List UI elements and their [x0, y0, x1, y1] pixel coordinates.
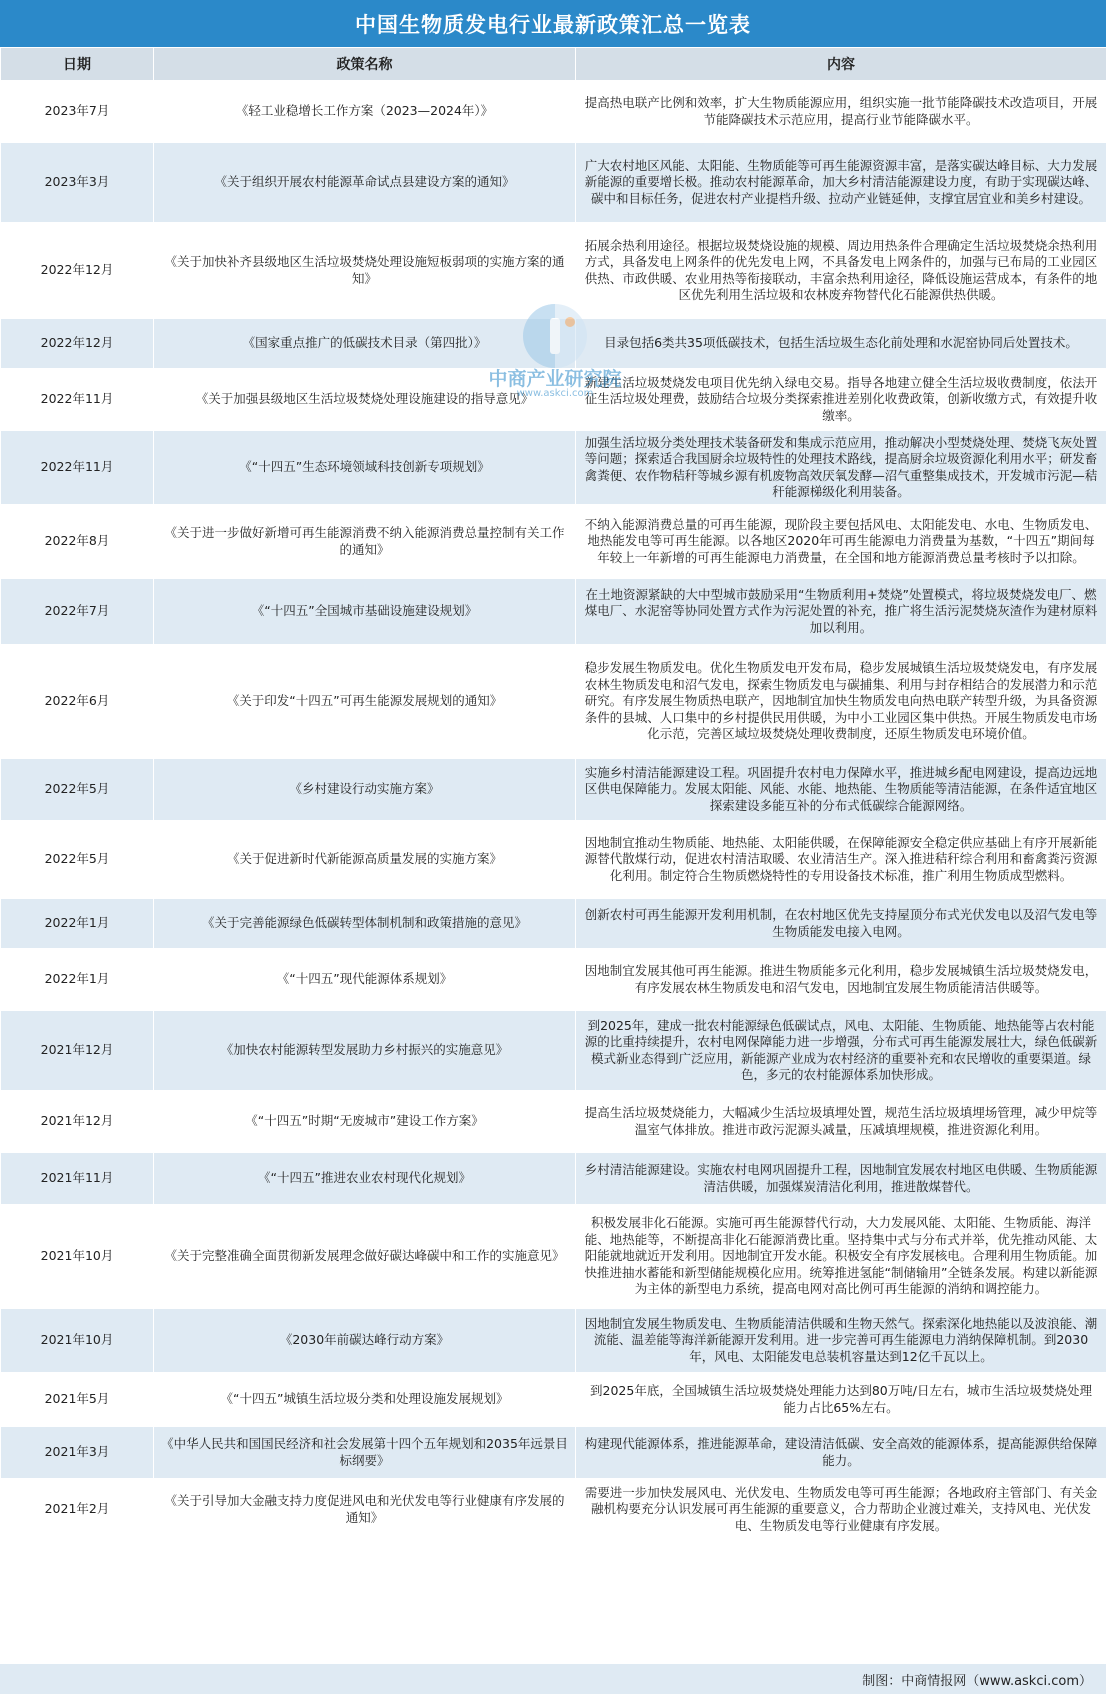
content-cell: 不纳入能源消费总量的可再生能源，现阶段主要包括风电、太阳能发电、水电、生物质发电、地热能发电等可再生能源。以各地区2020年可再生能源电力消费量为基数，“十四五”期间每年较上一年新增的可再生能源电力消费量，在全国和地方能源消费总量考核时予以扣除。: [576, 505, 1106, 579]
date-cell: 2021年5月: [1, 1373, 154, 1427]
date-cell: 2021年12月: [1, 1011, 154, 1091]
table-row: [1, 899, 1106, 949]
table-row: [1, 759, 1106, 821]
content-cell: 新建生活垃圾焚烧发电项目优先纳入绿电交易。指导各地建立健全生活垃圾收费制度，依法开征生活垃圾处理费，鼓励结合垃圾分类探索推进差别化收费政策，创新收缴方式，有效提升收缴率。: [576, 369, 1106, 431]
policy-name-cell: 《关于引导加大金融支持力度促进风电和光伏发电等行业健康有序发展的通知》: [154, 1479, 576, 1541]
content-cell: 拓展余热利用途径。根据垃圾焚烧设施的规模、周边用热条件合理确定生活垃圾焚烧余热利用方式，具备发电上网条件的优先发电上网，不具备发电上网条件的，加强与已布局的工业园区供热、市政供暖、农业用热等衔接联动，丰富余热利用途径，降低设施运营成本，有条件的地区优先利用生活垃圾和农林废弃物替代化石能源供热供暖。: [576, 223, 1106, 319]
policy-name-cell: 《关于进一步做好新增可再生能源消费不纳入能源消费总量控制有关工作的通知》: [154, 505, 576, 579]
column-header-date: 日期: [1, 48, 154, 81]
content-cell: 创新农村可再生能源开发利用机制，在农村地区优先支持屋顶分布式光伏发电以及沼气发电等生物质能发电接入电网。: [576, 899, 1106, 949]
content-cell: 因地制宜发展其他可再生能源。推进生物质能多元化利用，稳步发展城镇生活垃圾焚烧发电，有序发展农林生物质发电和沼气发电，因地制宜发展生物质能清洁供暖等。: [576, 949, 1106, 1011]
policy-name-cell: 《2030年前碳达峰行动方案》: [154, 1309, 576, 1373]
date-cell: 2021年10月: [1, 1309, 154, 1373]
date-cell: 2022年12月: [1, 319, 154, 369]
policy-name-cell: 《轻工业稳增长工作方案（2023—2024年）》: [154, 81, 576, 143]
policy-name-cell: 《关于加强县级地区生活垃圾焚烧处理设施建设的指导意见》: [154, 369, 576, 431]
policy-name-cell: 《国家重点推广的低碳技术目录（第四批）》: [154, 319, 576, 369]
table-row: [1, 1011, 1106, 1091]
date-cell: 2022年7月: [1, 579, 154, 645]
policy-name-cell: 《中华人民共和国国民经济和社会发展第十四个五年规划和2035年远景目标纲要》: [154, 1427, 576, 1479]
date-cell: 2021年3月: [1, 1427, 154, 1479]
date-cell: 2023年3月: [1, 143, 154, 223]
policy-name-cell: 《“十四五”推进农业农村现代化规划》: [154, 1153, 576, 1205]
policy-name-cell: 《关于加快补齐县级地区生活垃圾焚烧处理设施短板弱项的实施方案的通知》: [154, 223, 576, 319]
policy-name-cell: 《“十四五”城镇生活垃圾分类和处理设施发展规划》: [154, 1373, 576, 1427]
page-title: 中国生物质发电行业最新政策汇总一览表: [0, 0, 1106, 47]
content-cell: 提高热电联产比例和效率，扩大生物质能源应用，组织实施一批节能降碳技术改造项目，开展节能降碳技术示范应用，提高行业节能降碳水平。: [576, 81, 1106, 143]
date-cell: 2021年2月: [1, 1479, 154, 1541]
table-row: [1, 81, 1106, 143]
table-row: [1, 1479, 1106, 1541]
date-cell: 2022年6月: [1, 645, 154, 759]
table-row: [1, 1205, 1106, 1309]
table-row: [1, 1427, 1106, 1479]
table-row: [1, 1309, 1106, 1373]
table-row: [1, 645, 1106, 759]
policy-name-cell: 《“十四五”生态环境领域科技创新专项规划》: [154, 431, 576, 505]
table-row: [1, 1091, 1106, 1153]
column-header-policy-name: 政策名称: [154, 48, 576, 81]
watermark-url: www.askci.com: [516, 388, 594, 399]
policy-name-cell: 《“十四五”时期“无废城市”建设工作方案》: [154, 1091, 576, 1153]
policy-table: [0, 47, 1106, 1541]
table-row: [1, 223, 1106, 319]
date-cell: 2021年10月: [1, 1205, 154, 1309]
date-cell: 2022年5月: [1, 759, 154, 821]
table-body: [1, 81, 1106, 1541]
date-cell: 2022年11月: [1, 431, 154, 505]
table-row: [1, 431, 1106, 505]
table-row: [1, 1153, 1106, 1205]
table-row: [1, 949, 1106, 1011]
policy-name-cell: 《关于促进新时代新能源高质量发展的实施方案》: [154, 821, 576, 899]
date-cell: 2022年5月: [1, 821, 154, 899]
column-header-content: 内容: [576, 48, 1106, 81]
policy-name-cell: 《乡村建设行动实施方案》: [154, 759, 576, 821]
content-cell: 构建现代能源体系，推进能源革命，建设清洁低碳、安全高效的能源体系，提高能源供给保障能力。: [576, 1427, 1106, 1479]
content-cell: 在土地资源紧缺的大中型城市鼓励采用“生物质利用+焚烧”处置模式，将垃圾焚烧发电厂、燃煤电厂、水泥窑等协同处置方式作为污泥处置的补充，推广将生活污泥焚烧灰渣作为建材原料加以利用。: [576, 579, 1106, 645]
content-cell: 到2025年底，全国城镇生活垃圾焚烧处理能力达到80万吨/日左右，城市生活垃圾焚烧处理能力占比65%左右。: [576, 1373, 1106, 1427]
date-cell: 2022年1月: [1, 899, 154, 949]
date-cell: 2021年11月: [1, 1153, 154, 1205]
table-row: [1, 1373, 1106, 1427]
policy-name-cell: 《加快农村能源转型发展助力乡村振兴的实施意见》: [154, 1011, 576, 1091]
table-row: [1, 319, 1106, 369]
content-cell: 因地制宜推动生物质能、地热能、太阳能供暖，在保障能源安全稳定供应基础上有序开展新能源替代散煤行动，促进农村清洁取暖、农业清洁生产。深入推进秸秆综合利用和畜禽粪污资源化利用。制定符合生物质燃烧特性的专用设备技术标准，推广利用生物质成型燃料。: [576, 821, 1106, 899]
date-cell: 2022年12月: [1, 223, 154, 319]
table-header-row: [1, 48, 1106, 81]
table-row: [1, 369, 1106, 431]
date-cell: 2021年12月: [1, 1091, 154, 1153]
content-cell: 因地制宜发展生物质发电、生物质能清洁供暖和生物天然气。探索深化地热能以及波浪能、潮流能、温差能等海洋新能源开发利用。进一步完善可再生能源电力消纳保障机制。到2030年，风电、太阳能发电总装机容量达到12亿千瓦以上。: [576, 1309, 1106, 1373]
content-cell: 乡村清洁能源建设。实施农村电网巩固提升工程，因地制宜发展农村地区电供暖、生物质能源清洁供暖，加强煤炭清洁化利用，推进散煤替代。: [576, 1153, 1106, 1205]
content-cell: 积极发展非化石能源。实施可再生能源替代行动，大力发展风能、太阳能、生物质能、海洋能、地热能等，不断提高非化石能源消费比重。坚持集中式与分布式并举，优先推动风能、太阳能就地就近开发利用。因地制宜开发水能。积极安全有序发展核电。合理利用生物质能。加快推进抽水蓄能和新型储能规模化应用。统筹推进氢能“制储输用”全链条发展。构建以新能源为主体的新型电力系统，提高电网对高比例可再生能源的消纳和调控能力。: [576, 1205, 1106, 1309]
policy-name-cell: 《“十四五”现代能源体系规划》: [154, 949, 576, 1011]
policy-name-cell: 《关于完整准确全面贯彻新发展理念做好碳达峰碳中和工作的实施意见》: [154, 1205, 576, 1309]
policy-name-cell: 《“十四五”全国城市基础设施建设规划》: [154, 579, 576, 645]
content-cell: 目录包括6类共35项低碳技术，包括生活垃圾生态化前处理和水泥窑协同后处置技术。: [576, 319, 1106, 369]
content-cell: 提高生活垃圾焚烧能力，大幅减少生活垃圾填埋处置，规范生活垃圾填埋场管理，减少甲烷等温室气体排放。推进市政污泥源头减量，压减填埋规模，推进资源化利用。: [576, 1091, 1106, 1153]
policy-name-cell: 《关于组织开展农村能源革命试点县建设方案的通知》: [154, 143, 576, 223]
content-cell: 需要进一步加快发展风电、光伏发电、生物质发电等可再生能源；各地政府主管部门、有关金融机构要充分认识发展可再生能源的重要意义，合力帮助企业渡过难关，支持风电、光伏发电、生物质发电等行业健康有序发展。: [576, 1479, 1106, 1541]
watermark-name: 中商产业研究院: [488, 368, 622, 390]
policy-name-cell: 《关于印发“十四五”可再生能源发展规划的通知》: [154, 645, 576, 759]
table-row: [1, 579, 1106, 645]
content-cell: 实施乡村清洁能源建设工程。巩固提升农村电力保障水平，推进城乡配电网建设，提高边远地区供电保障能力。发展太阳能、风能、水能、地热能、生物质能等清洁能源，在条件适宜地区探索建设多能互补的分布式低碳综合能源网络。: [576, 759, 1106, 821]
content-cell: 稳步发展生物质发电。优化生物质发电开发布局，稳步发展城镇生活垃圾焚烧发电，有序发展农林生物质发电和沼气发电，探索生物质发电与碳捕集、利用与封存相结合的发展潜力和示范研究。有序发展生物质热电联产，因地制宜加快生物质发电向热电联产转型升级，为具备资源条件的县城、人口集中的乡村提供民用供暖，为中小工业园区集中供热。开展生物质发电市场化示范，完善区域垃圾焚烧处理收费制度，还原生物质发电环境价值。: [576, 645, 1106, 759]
date-cell: 2022年8月: [1, 505, 154, 579]
content-cell: 加强生活垃圾分类处理技术装备研发和集成示范应用，推动解决小型焚烧处理、焚烧飞灰处置等问题；探索适合我国厨余垃圾特性的处理技术路线，提高厨余垃圾资源化利用水平；研发畜禽粪便、农作物秸秆等城乡源有机废物高效厌氧发酵—沼气重整集成技术，开发城市污泥—秸秆能源梯级化利用装备。: [576, 431, 1106, 505]
content-cell: 广大农村地区风能、太阳能、生物质能等可再生能源资源丰富，是落实碳达峰目标、大力发展新能源的重要增长极。推动农村能源革命，加大乡村清洁能源建设力度，有助于实现碳达峰、碳中和目标任务，促进农村产业提档升级、拉动产业链延伸，支撑宜居宜业和美乡村建设。: [576, 143, 1106, 223]
date-cell: 2023年7月: [1, 81, 154, 143]
date-cell: 2022年1月: [1, 949, 154, 1011]
table-row: [1, 143, 1106, 223]
date-cell: 2022年11月: [1, 369, 154, 431]
table-row: [1, 505, 1106, 579]
source-footer: 制图：中商情报网（www.askci.com）: [0, 1664, 1106, 1694]
table-row: [1, 821, 1106, 899]
content-cell: 到2025年，建成一批农村能源绿色低碳试点，风电、太阳能、生物质能、地热能等占农村能源的比重持续提升，农村电网保障能力进一步增强，分布式可再生能源发展壮大，绿色低碳新模式新业态得到广泛应用，新能源产业成为农村经济的重要补充和农民增收的重要渠道。绿色，多元的农村能源体系加快形成。: [576, 1011, 1106, 1091]
policy-name-cell: 《关于完善能源绿色低碳转型体制机制和政策措施的意见》: [154, 899, 576, 949]
